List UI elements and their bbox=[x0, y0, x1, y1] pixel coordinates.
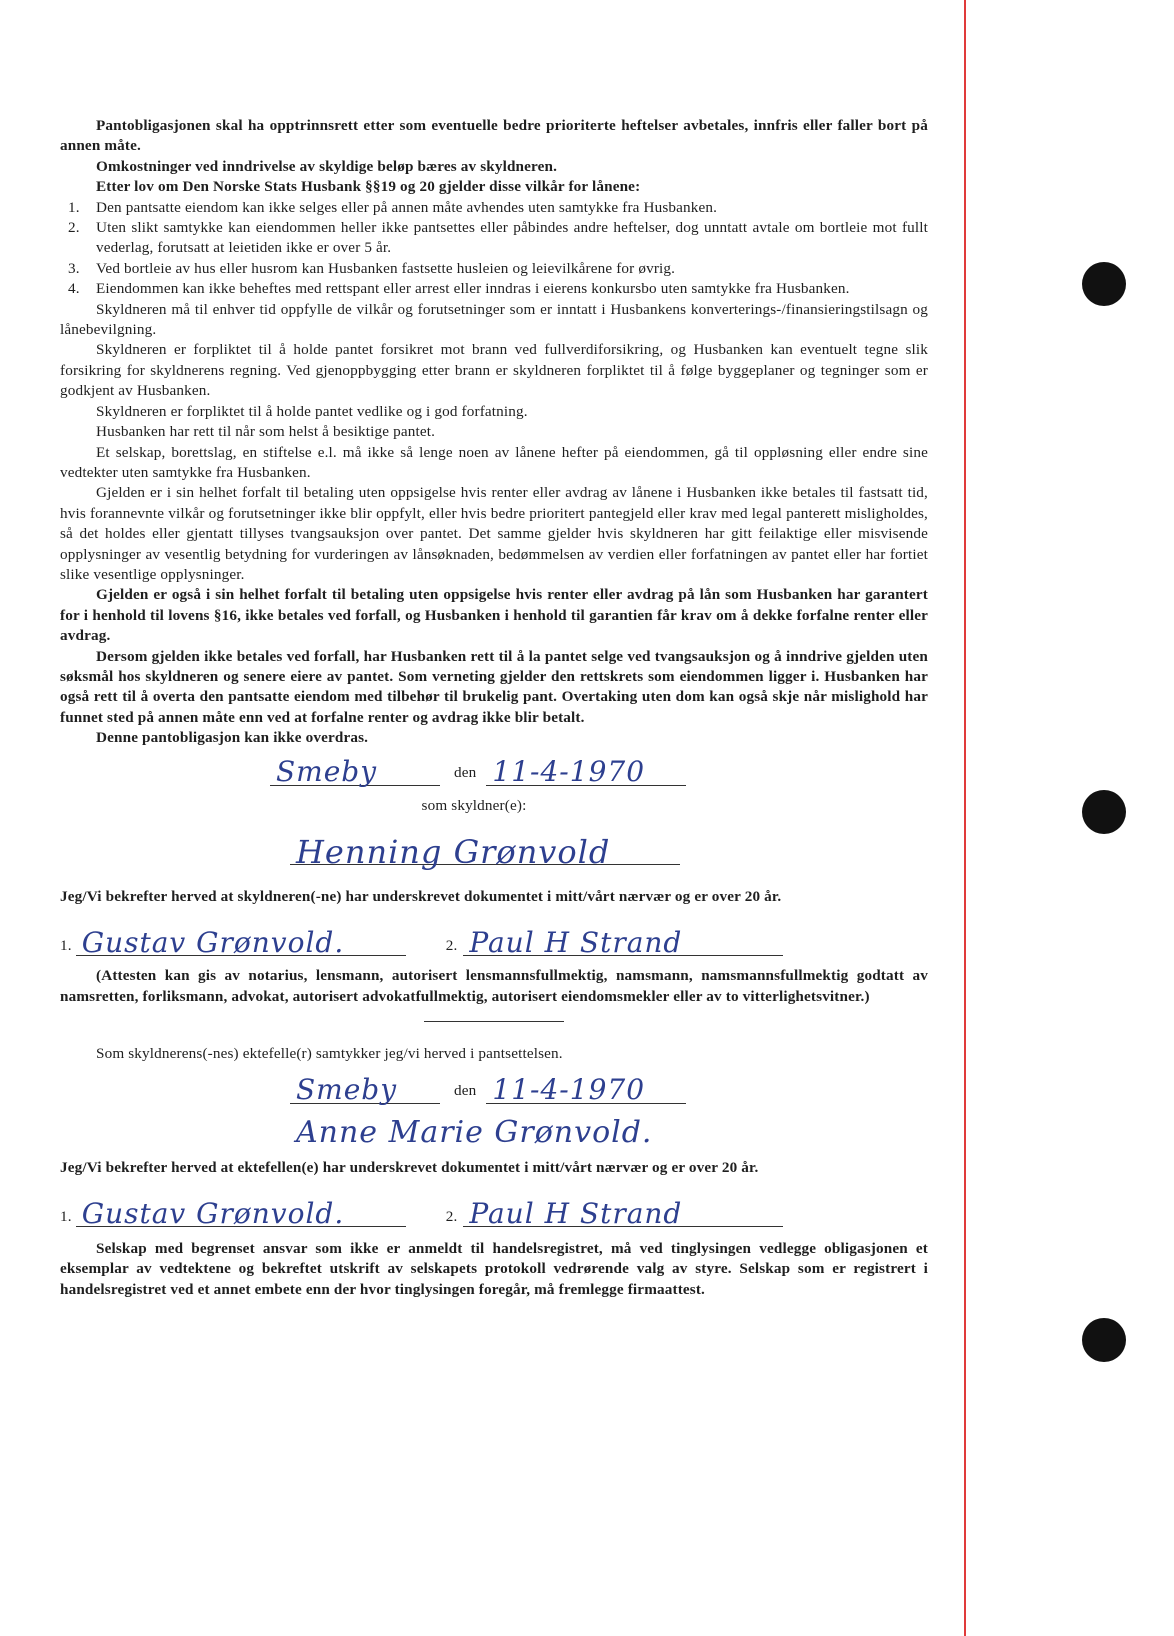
date-line-1 bbox=[486, 755, 686, 789]
paragraph-guarantee: Gjelden er også i sin helhet forfalt til betaling uten oppsigelse hvis renter eller avdrag på lån som Husbanken har garantert for i henhold til lovens §16, ikke betales ved forfall, og Husbanken i henhold til garantien får krav om å dekke forfalne renter eller avdrag. bbox=[60, 586, 928, 645]
witness-1-number-b: 1. bbox=[60, 1207, 72, 1225]
witness-1-number: 1. bbox=[60, 937, 72, 954]
place-handwriting-2: Smeby bbox=[296, 1073, 398, 1107]
witness-2-signature-b: Paul H Strand bbox=[469, 1196, 683, 1230]
paragraph-insurance: Skyldneren er forpliktet til å holde pantet forsikret mot brann ved fullverdiforsikring, og Husbanken kan eventuelt tegne slik forsikring for skyldnerens regning. Ved gjenoppbygging etter brann er skyldneren forpliktet til å følge byggeplaner og tegninger som er godkjent av Husbanken. bbox=[60, 341, 928, 400]
paragraph-default: Gjelden er i sin helhet forfalt til betaling uten oppsigelse hvis renter eller avdrag av lånene i Husbanken ikke betales til fastsatt tid, hvis forannevnte vilkår og forutsetninger ikke blir oppfylt, eller hvis bedre prioritert pantegjeld eller krav med legal panterett misligholdes, så det holdes eller gjentatt tillyses tvangsauksjon over pantet. Det samme gjelder hvis skyldneren har gitt feilaktige eller misvisende opplysninger av vesentlig betydning for vurderingen av lånsøknaden, bedømmelsen av verdien eller forfatningen av pantet eller har fortiet slike vesentlige opplysninger. bbox=[60, 484, 928, 583]
debtor-signature-line bbox=[290, 824, 680, 871]
paragraph-costs: Omkostninger ved inndrivelse av skyldige beløp bæres av skyldneren. bbox=[96, 157, 558, 175]
paragraph-conditions: Skyldneren må til enhver tid oppfylle de vilkår og forutsetninger som er inntatt i Husbankens konverterings-/finansieringstilsagn og lånebevilgning. bbox=[60, 300, 928, 339]
place-handwriting-1: Smeby bbox=[276, 755, 378, 789]
witness-1-line bbox=[76, 915, 406, 959]
witness-2-signature: Paul H Strand bbox=[469, 926, 683, 959]
document-body bbox=[60, 116, 928, 1300]
witness-1-line-b bbox=[76, 1186, 406, 1230]
den-label-1: den bbox=[454, 764, 477, 782]
paragraph-enforcement: Dersom gjelden ikke betales ved forfall, har Husbanken rett til å la pantet selge ved tvangsauksjon og å inndrive gjelden uten søksmål hos skyldneren og senere eiere av pantet. Som verneting gjelder den rettskrets som eiendommen ligger i. Husbanken har også rett til å overta den pantsatte eiendom med tilbehør til brukelig pant. Overtaking uten dom kan også skje når mislighold har funnet sted på annen måte enn ved at forfalne renter og avdrag ikke blir betalt. bbox=[60, 647, 928, 726]
date-handwriting-1: 11-4-1970 bbox=[492, 755, 646, 789]
witness-1-signature-b: Gustav Grønvold. bbox=[81, 1196, 345, 1230]
paragraph-dissolution: Et selskap, borettslag, en stiftelse e.l. må ikke så lenge noen av lånene hefter på eiendommen, gå til oppløsning eller endre sine vedtekter uten samtykke fra Husbanken. bbox=[60, 443, 928, 481]
place-line-2 bbox=[290, 1073, 440, 1107]
place-date-row-1 bbox=[60, 755, 928, 789]
witness-1-signature: Gustav Grønvold. bbox=[81, 926, 345, 959]
paragraph-priority: Pantobligasjonen skal ha opptrinnsrett etter som eventuelle bedre prioriterte heftelser avbetales, innfris eller faller bort på annen måte. bbox=[60, 117, 928, 155]
paragraph-law-intro: Etter lov om Den Norske Stats Husbank §§19 og 20 gjelder disse vilkår for lånene: bbox=[96, 178, 641, 196]
closing-note: Selskap med begrenset ansvar som ikke er anmeldt til handelsregistret, må ved tinglysingen vedlegge obligasjonen et eksemplar av vedtektene og bekreftet utskrift av selskapets protokoll vedrørende valg av styre. Selskap som er registrert i handelsregistret ved et annet embete enn der hvor tinglysingen foregår, må fremlegge firmaattest. bbox=[60, 1240, 928, 1298]
debtor-signature-row bbox=[60, 824, 928, 871]
confirm-debtor-signed: Jeg/Vi bekrefter herved at skyldneren(-ne) har underskrevet dokumentet i mitt/vårt nærvær og er over 20 år. bbox=[60, 888, 782, 905]
debtor-signature: Henning Grønvold bbox=[296, 832, 611, 871]
date-handwriting-2: 11-4-1970 bbox=[492, 1073, 646, 1107]
place-line-1 bbox=[270, 755, 440, 789]
witness-2-number: 2. bbox=[445, 937, 458, 954]
witness-2-line bbox=[463, 915, 783, 959]
witness-row-1 bbox=[60, 915, 928, 959]
as-debtor-label: som skyldner(e): bbox=[421, 796, 527, 814]
spouse-consent: Som skyldnerens(-nes) ektefelle(r) samtykker jeg/vi herved i pantsettelsen. bbox=[96, 1045, 563, 1063]
punch-hole-top bbox=[1082, 262, 1126, 306]
witness-row-2 bbox=[60, 1186, 928, 1230]
spouse-signature-row bbox=[60, 1110, 928, 1151]
paragraph-maintenance: Skyldneren er forpliktet til å holde pantet vedlike og i god forfatning. bbox=[96, 402, 528, 420]
spouse-signature-area bbox=[290, 1110, 670, 1151]
section-divider bbox=[424, 1021, 564, 1022]
spouse-signature: Anne Marie Grønvold. bbox=[296, 1115, 653, 1151]
punch-hole-bottom bbox=[1082, 1318, 1126, 1362]
confirm-spouse-signed: Jeg/Vi bekrefter herved at ektefellen(e) har underskrevet dokumentet i mitt/vårt nærvær og er over 20 år. bbox=[60, 1158, 759, 1176]
witness-2-number-b: 2. bbox=[445, 1207, 458, 1225]
red-margin-line bbox=[964, 0, 966, 1636]
condition-item: 1. Den pantsatte eiendom kan ikke selges eller på annen måte avhendes uten samtykke fra Husbanken. bbox=[68, 198, 718, 216]
punch-hole-middle bbox=[1082, 790, 1126, 834]
condition-item: 3. Ved bortleie av hus eller husrom kan Husbanken fastsette husleien og leievilkårene for øvrig. bbox=[68, 259, 676, 277]
den-label-2: den bbox=[454, 1082, 477, 1100]
place-date-row-2 bbox=[60, 1073, 928, 1107]
condition-item: 2. Uten slikt samtykke kan eiendommen heller ikke pantsettes eller påbindes andre heftelser, dog unntatt avtale om bortleie mot fullt vederlag, forutsatt at leietiden ikke er over 5 år. bbox=[68, 219, 928, 257]
paragraph-inspection: Husbanken har rett til når som helst å besiktige pantet. bbox=[96, 423, 436, 441]
witness-2-line-b bbox=[463, 1186, 783, 1230]
paragraph-no-transfer: Denne pantobligasjon kan ikke overdras. bbox=[96, 729, 369, 747]
condition-item: 4. Eiendommen kan ikke beheftes med rettspant eller arrest eller inndras i eierens konkursbo uten samtykke fra Husbanken. bbox=[68, 280, 850, 298]
attest-note: (Attesten kan gis av notarius, lensmann, autorisert lensmannsfullmektig, namsmann, namsmannsfullmektig godtatt av namsretten, forliksmann, advokat, autorisert advokatfullmektig, autorisert eiendomsmekler eller av to vitterlighetsvitner.) bbox=[60, 967, 928, 1005]
date-line-2 bbox=[486, 1073, 686, 1107]
conditions-list bbox=[60, 198, 928, 300]
